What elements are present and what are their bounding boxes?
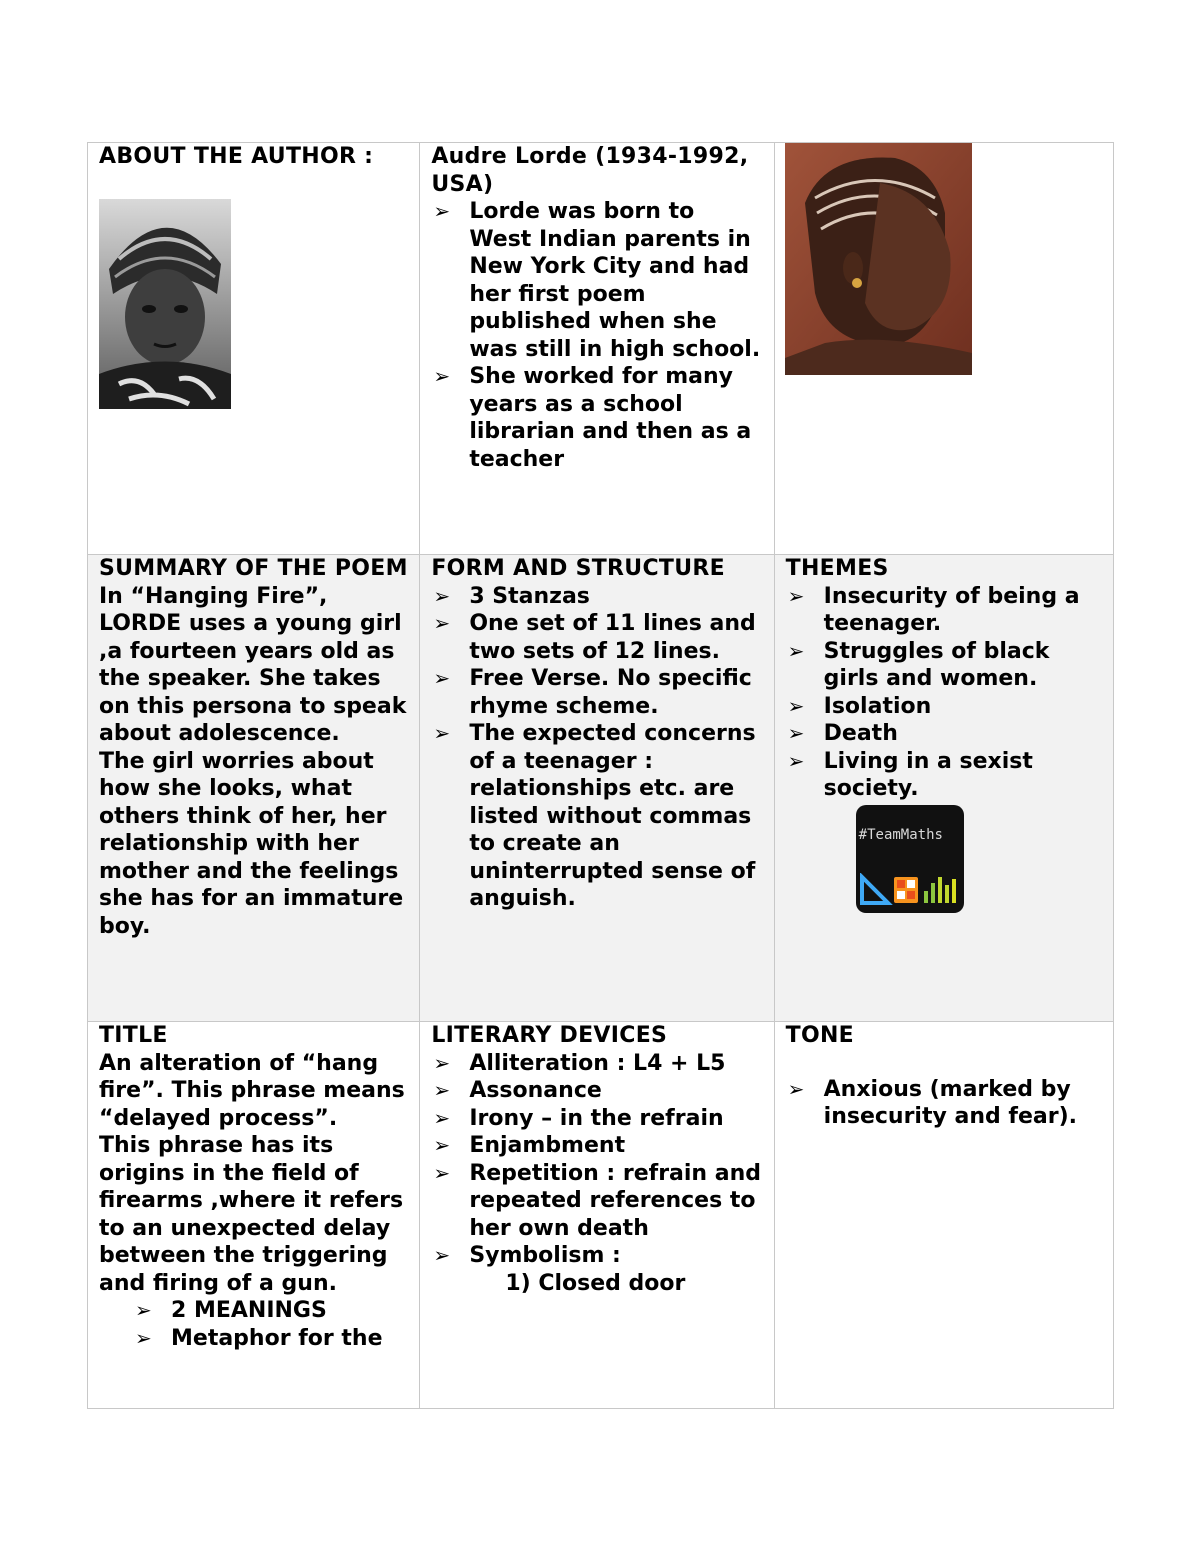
author-portrait-photo (99, 199, 231, 409)
list-item: ➢ One set of 11 lines and two sets of 12 lines. (469, 610, 763, 665)
cell-profile-photo (774, 143, 1113, 555)
table-row-author (88, 143, 1114, 555)
maths-tools-icon (860, 873, 960, 905)
form-structure-list (420, 583, 764, 913)
list-item: ➢ Isolation (824, 693, 1103, 721)
list-item: ➢ Enjambment (469, 1132, 763, 1160)
list-item: ➢ Death (824, 720, 1103, 748)
summary-paragraph-2: The girl worries about how she looks, what others think of her, her relationship with her mother and the feelings she has for an immature boy. (99, 748, 404, 939)
literary-devices-heading: LITERARY DEVICES (431, 1023, 668, 1048)
title-paragraph-2: This phrase has its origins in the field of firearms ,where it refers to an unexpected delay between the triggering and firing of a gun. (99, 1133, 404, 1296)
table-row-summary (88, 555, 1114, 1022)
table-row-title (88, 1022, 1114, 1409)
form-structure-heading: FORM AND STRUCTURE (431, 556, 725, 581)
cell-title (88, 1022, 420, 1409)
list-item: ➢ Metaphor for the (171, 1325, 409, 1353)
tone-list (774, 1076, 1103, 1131)
summary-heading: SUMMARY OF THE POEM (99, 556, 408, 581)
cell-about-author (88, 143, 420, 555)
list-item: ➢ Insecurity of being a teenager. (824, 583, 1103, 638)
cell-literary-devices (420, 1022, 774, 1409)
list-item: ➢ She worked for many years as a school librarian and then as a teacher (469, 363, 763, 473)
list-item: ➢ Anxious (marked by insecurity and fear). (824, 1076, 1103, 1131)
list-item: ➢ 2 MEANINGS (171, 1297, 409, 1325)
list-item: ➢ Struggles of black girls and women. (824, 638, 1103, 693)
cell-form-structure (420, 555, 774, 1022)
about-author-heading: ABOUT THE AUTHOR : (99, 144, 374, 169)
themes-heading: THEMES (785, 556, 889, 581)
list-item: ➢ 3 Stanzas (469, 583, 763, 611)
list-item: ➢ Living in a sexist society. (824, 748, 1103, 803)
study-notes-table (87, 142, 1114, 1409)
list-item: ➢ The expected concerns of a teenager : relationships etc. are listed without commas to create an uninterrupted sense of anguish. (469, 720, 763, 913)
list-item: ➢ Lorde was born to West Indian parents in New York City and had her first poem published when she was still in high school. (469, 198, 763, 363)
cell-tone (774, 1022, 1113, 1409)
title-heading: TITLE (99, 1023, 168, 1048)
themes-list (774, 583, 1103, 803)
list-item: ➢ Assonance (469, 1077, 763, 1105)
author-bio-list (420, 198, 764, 473)
tone-heading: TONE (785, 1023, 855, 1048)
list-item: ➢ Alliteration : L4 + L5 (469, 1050, 763, 1078)
team-maths-badge (856, 805, 964, 913)
badge-label: #TeamMaths (858, 826, 943, 843)
list-item: ➢ Free Verse. No specific rhyme scheme. (469, 665, 763, 720)
symbolism-numbered-item: 1) Closed door (505, 1270, 686, 1296)
cell-themes (774, 555, 1113, 1022)
list-item: ➢ Symbolism : (469, 1242, 763, 1270)
author-name: Audre Lorde (1934-1992, USA) (431, 144, 749, 197)
title-paragraph-1: An alteration of “hang fire”. This phrase means “delayed process”. (99, 1050, 405, 1131)
list-item: ➢ Irony – in the refrain (469, 1105, 763, 1133)
literary-devices-list (420, 1050, 764, 1270)
profile-photo (785, 143, 972, 375)
cell-summary (88, 555, 420, 1022)
list-item: ➢ Repetition : refrain and repeated references to her own death (469, 1160, 763, 1243)
summary-paragraph-1: In “Hanging Fire”, LORDE uses a young girl ,a fourteen years old as the speaker. She takes on this persona to speak about adolescence. (99, 583, 407, 746)
title-meanings-list (99, 1297, 409, 1352)
cell-author-bio (420, 143, 774, 555)
